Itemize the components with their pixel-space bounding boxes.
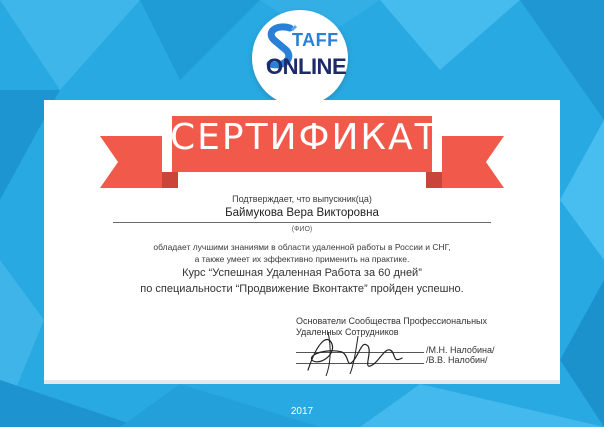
- signer-1: /М.Н. Налобина/: [426, 345, 495, 355]
- knowledge-text: [44, 241, 560, 265]
- logo-text-top: TAFF: [292, 30, 339, 50]
- course-text: [44, 265, 560, 297]
- logo-text-bottom: ONLINE: [266, 54, 347, 79]
- knowledge-line-2: а также умеет их эффективно применить на практике.: [194, 254, 410, 264]
- handwritten-signature: [298, 330, 418, 378]
- knowledge-line-1: обладает лучшими знаниями в области удаленной работы в России и СНГ,: [153, 242, 451, 252]
- name-caption: (ФИО): [291, 226, 313, 233]
- certificate-title: СЕРТИФИКАТ: [170, 117, 439, 158]
- founders-line-1: Основатели Сообщества Профессиональных: [296, 316, 488, 326]
- course-line-1: Курс “Успешная Удаленная Работа за 60 дней”: [182, 267, 422, 279]
- founders-line-2: Удаленных Сотрудников: [296, 327, 399, 337]
- name-underline: [113, 222, 491, 223]
- confirm-text: Подтверждает, что выпускник(ца): [232, 194, 372, 204]
- course-line-2: по специальности “Продвижение Вконтакте” пройден успешно.: [140, 283, 464, 295]
- signer-2: /В.В. Налобин/: [426, 355, 488, 365]
- year-label: 2017: [290, 406, 314, 417]
- recipient-name: Баймукова Вера Викторовна: [225, 207, 379, 219]
- logo-badge: [252, 10, 348, 106]
